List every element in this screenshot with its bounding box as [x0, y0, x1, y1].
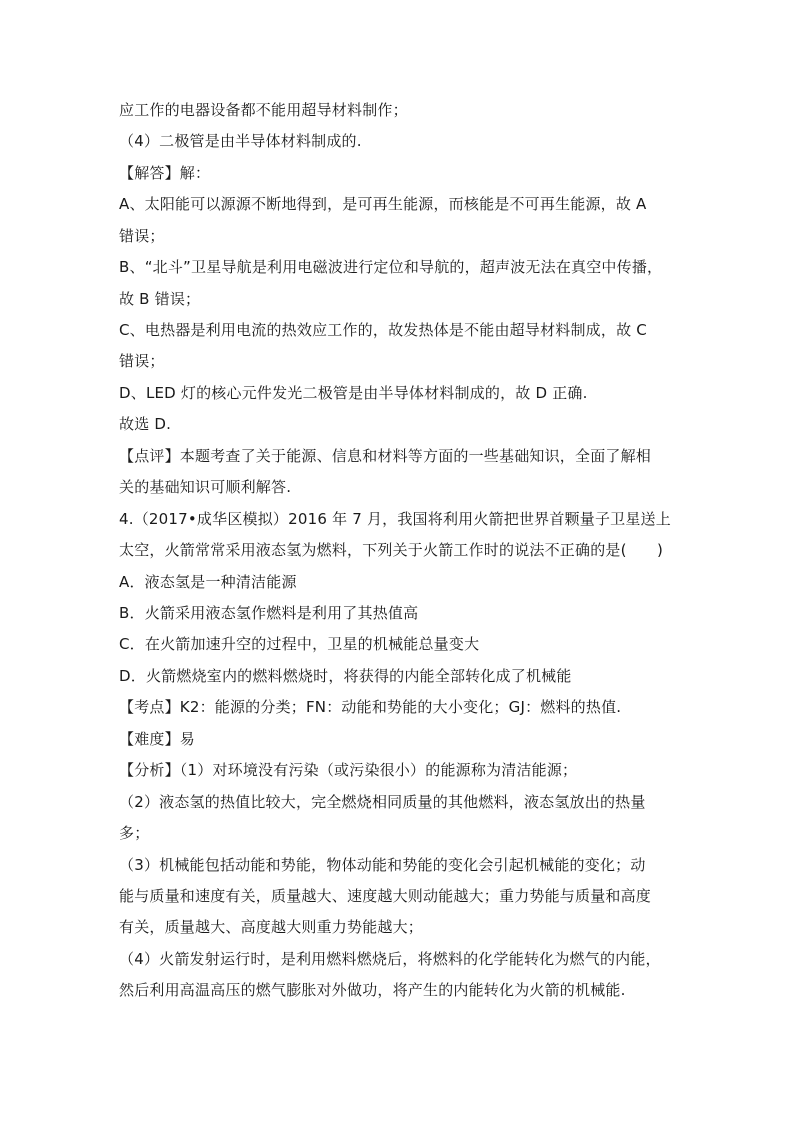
section-heading-analysis: 【分析】（1）对环境没有污染（或污染很小）的能源称为清洁能源； — [119, 761, 578, 779]
section-heading-answer: 【解答】解： — [119, 164, 211, 182]
text-line: 有关，质量越大、高度越大则重力势能越大； — [119, 918, 424, 936]
text-line: （4）火箭发射运行时，是利用燃料燃烧后，将燃料的化学能转化为燃气的内能， — [119, 950, 661, 968]
text-line: B、“北斗”卫星导航是利用电磁波进行定位和导航的，超声波无法在真空中传播， — [119, 258, 663, 276]
text-line: 关的基础知识可顺利解答. — [119, 478, 292, 496]
text-line: D、LED 灯的核心元件发光二极管是由半导体材料制成的，故 D 正确. — [119, 384, 588, 402]
text-line: （2）液态氢的热值比较大，完全燃烧相同质量的其他燃料，液态氢放出的热量 — [119, 793, 646, 811]
text-line: 错误； — [119, 227, 165, 245]
text-line: 然后利用高温高压的燃气膨胀对外做功，将产生的内能转化为火箭的机械能. — [119, 981, 626, 999]
text-line: C、电热器是利用电流的热效应工作的，故发热体是不能由超导材料制成，故 C — [119, 321, 647, 339]
text-line: （3）机械能包括动能和势能，物体动能和势能的变化会引起机械能的变化；动 — [119, 856, 646, 874]
section-heading-difficulty: 【难度】易 — [119, 730, 196, 748]
text-line: 多； — [119, 824, 150, 842]
text-line: A、太阳能可以源源不断地得到，是可再生能源，而核能是不可再生能源，故 A — [119, 195, 647, 213]
section-heading-comment: 【点评】本题考查了关于能源、信息和材料等方面的一些基础知识，全面了解相 — [119, 447, 652, 465]
text-line: 能与质量和速度有关，质量越大、速度越大则动能越大；重力势能与质量和高度 — [119, 887, 652, 905]
option-d: D．火箭燃烧室内的燃料燃烧时，将获得的内能全部转化成了机械能 — [119, 667, 572, 685]
text-line: 故选 D. — [119, 415, 172, 433]
question-stem: 4.（2017•成华区模拟）2016 年 7 月，我国将利用火箭把世界首颗量子卫星送上 — [119, 510, 671, 528]
option-c: C．在火箭加速升空的过程中，卫星的机械能总量变大 — [119, 635, 480, 653]
option-b: B．火箭采用液态氢作燃料是利用了其热值高 — [119, 604, 419, 622]
text-line: 错误； — [119, 352, 165, 370]
text-line: 故 B 错误； — [119, 290, 201, 308]
text-line: （4）二极管是由半导体材料制成的. — [119, 132, 362, 150]
option-a: A．液态氢是一种清洁能源 — [119, 573, 297, 591]
question-stem: 太空，火箭常常采用液态氢为燃料，下列关于火箭工作时的说法不正确的是( ) — [119, 541, 664, 559]
text-line: 应工作的电器设备都不能用超导材料制作； — [119, 101, 408, 119]
section-heading-topic: 【考点】K2：能源的分类；FN：动能和势能的大小变化；GJ：燃料的热值. — [119, 698, 622, 716]
